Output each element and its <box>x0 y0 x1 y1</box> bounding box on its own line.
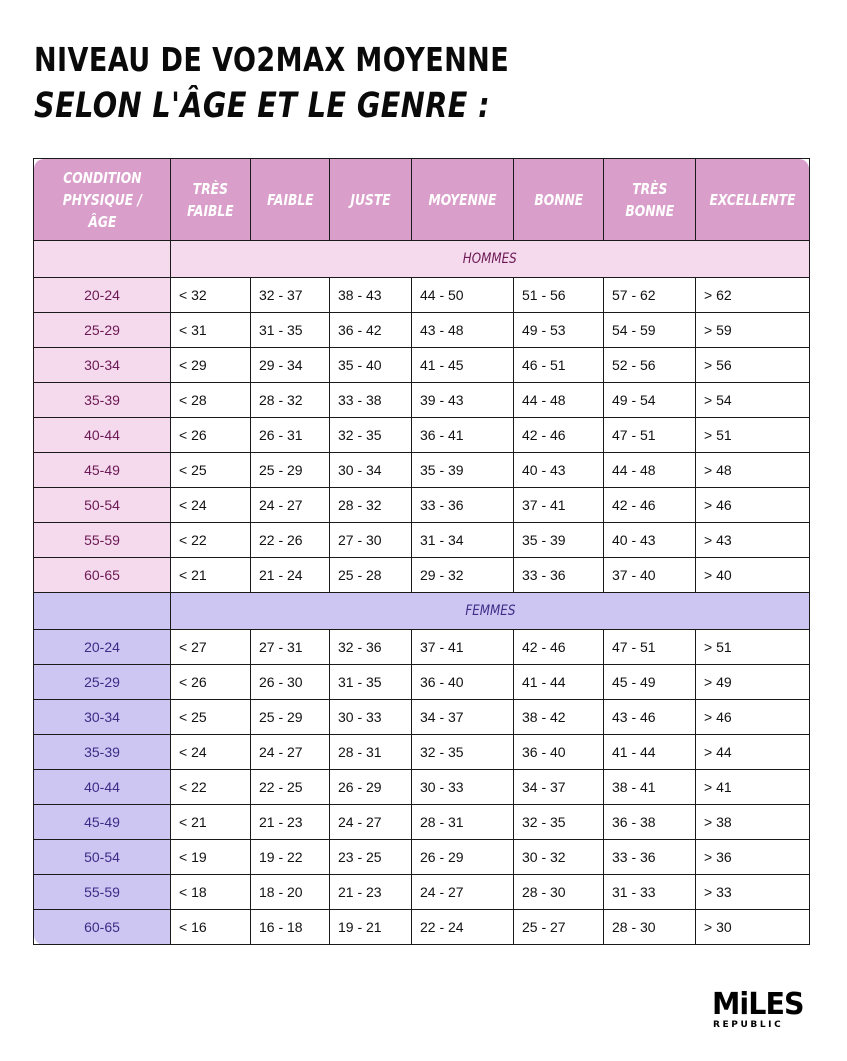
value-cell: 32 - 35 <box>412 735 514 770</box>
value-cell: 19 - 21 <box>330 910 412 945</box>
value-cell: 19 - 22 <box>251 840 330 875</box>
value-cell: 32 - 37 <box>251 278 330 313</box>
value-cell: > 56 <box>696 348 810 383</box>
value-cell: 33 - 36 <box>514 558 604 593</box>
value-cell: 31 - 34 <box>412 523 514 558</box>
value-cell: > 30 <box>696 910 810 945</box>
table-row <box>34 313 810 348</box>
value-cell: 26 - 29 <box>330 770 412 805</box>
age-cell: 25-29 <box>34 665 171 700</box>
table-row <box>34 910 810 945</box>
header-moyenne: MOYENNE <box>412 159 514 241</box>
value-cell: > 40 <box>696 558 810 593</box>
value-cell: 43 - 46 <box>604 700 696 735</box>
value-cell: 38 - 41 <box>604 770 696 805</box>
value-cell: 29 - 34 <box>251 348 330 383</box>
table-row <box>34 700 810 735</box>
value-cell: 16 - 18 <box>251 910 330 945</box>
value-cell: 47 - 51 <box>604 630 696 665</box>
value-cell: > 62 <box>696 278 810 313</box>
value-cell: 44 - 50 <box>412 278 514 313</box>
value-cell: < 22 <box>171 770 251 805</box>
value-cell: < 24 <box>171 488 251 523</box>
value-cell: < 24 <box>171 735 251 770</box>
value-cell: 42 - 46 <box>514 418 604 453</box>
value-cell: > 54 <box>696 383 810 418</box>
value-cell: > 51 <box>696 630 810 665</box>
table-row <box>34 558 810 593</box>
value-cell: 31 - 33 <box>604 875 696 910</box>
value-cell: > 38 <box>696 805 810 840</box>
value-cell: 34 - 37 <box>412 700 514 735</box>
age-cell: 60-65 <box>34 558 171 593</box>
value-cell: 23 - 25 <box>330 840 412 875</box>
age-cell: 55-59 <box>34 875 171 910</box>
value-cell: 33 - 36 <box>604 840 696 875</box>
table-row <box>34 735 810 770</box>
value-cell: 44 - 48 <box>514 383 604 418</box>
value-cell: 46 - 51 <box>514 348 604 383</box>
header-tres-bonne: TRÈS BONNE <box>604 159 696 241</box>
value-cell: 21 - 23 <box>330 875 412 910</box>
value-cell: > 44 <box>696 735 810 770</box>
value-cell: < 21 <box>171 805 251 840</box>
age-cell: 55-59 <box>34 523 171 558</box>
value-cell: < 31 <box>171 313 251 348</box>
value-cell: 52 - 56 <box>604 348 696 383</box>
value-cell: > 33 <box>696 875 810 910</box>
header-bonne: BONNE <box>514 159 604 241</box>
table-row <box>34 278 810 313</box>
value-cell: 40 - 43 <box>604 523 696 558</box>
value-cell: 27 - 30 <box>330 523 412 558</box>
table-row <box>34 875 810 910</box>
value-cell: 18 - 20 <box>251 875 330 910</box>
value-cell: 30 - 33 <box>412 770 514 805</box>
value-cell: 21 - 23 <box>251 805 330 840</box>
value-cell: > 51 <box>696 418 810 453</box>
value-cell: < 32 <box>171 278 251 313</box>
age-cell: 45-49 <box>34 453 171 488</box>
value-cell: 39 - 43 <box>412 383 514 418</box>
table-row <box>34 383 810 418</box>
value-cell: 54 - 59 <box>604 313 696 348</box>
value-cell: 25 - 28 <box>330 558 412 593</box>
value-cell: 34 - 37 <box>514 770 604 805</box>
value-cell: 24 - 27 <box>412 875 514 910</box>
value-cell: 24 - 27 <box>330 805 412 840</box>
section-header-blank <box>34 593 171 630</box>
value-cell: < 27 <box>171 630 251 665</box>
age-cell: 45-49 <box>34 805 171 840</box>
value-cell: 21 - 24 <box>251 558 330 593</box>
value-cell: 43 - 48 <box>412 313 514 348</box>
value-cell: 38 - 43 <box>330 278 412 313</box>
value-cell: < 25 <box>171 453 251 488</box>
value-cell: > 43 <box>696 523 810 558</box>
value-cell: 22 - 25 <box>251 770 330 805</box>
value-cell: 47 - 51 <box>604 418 696 453</box>
table-row <box>34 770 810 805</box>
value-cell: < 28 <box>171 383 251 418</box>
value-cell: 45 - 49 <box>604 665 696 700</box>
value-cell: 36 - 41 <box>412 418 514 453</box>
value-cell: 37 - 40 <box>604 558 696 593</box>
value-cell: 32 - 36 <box>330 630 412 665</box>
section-header-row <box>34 593 810 630</box>
section-header-blank <box>34 241 171 278</box>
value-cell: 28 - 30 <box>604 910 696 945</box>
age-cell: 60-65 <box>34 910 171 945</box>
value-cell: 26 - 29 <box>412 840 514 875</box>
value-cell: 28 - 32 <box>330 488 412 523</box>
value-cell: < 26 <box>171 665 251 700</box>
value-cell: < 21 <box>171 558 251 593</box>
age-cell: 30-34 <box>34 348 171 383</box>
header-tres-faible: TRÈS FAIBLE <box>171 159 251 241</box>
section-label: HOMMES <box>171 241 810 278</box>
value-cell: > 59 <box>696 313 810 348</box>
table-row <box>34 805 810 840</box>
value-cell: 37 - 41 <box>514 488 604 523</box>
value-cell: 42 - 46 <box>514 630 604 665</box>
value-cell: < 18 <box>171 875 251 910</box>
miles-republic-logo: MiLES REPUBLIC <box>712 987 804 1030</box>
value-cell: 25 - 29 <box>251 453 330 488</box>
table-row <box>34 840 810 875</box>
vo2max-table <box>33 158 810 945</box>
value-cell: 32 - 35 <box>330 418 412 453</box>
value-cell: 30 - 34 <box>330 453 412 488</box>
value-cell: 38 - 42 <box>514 700 604 735</box>
age-cell: 50-54 <box>34 488 171 523</box>
age-cell: 30-34 <box>34 700 171 735</box>
age-cell: 35-39 <box>34 735 171 770</box>
value-cell: 26 - 31 <box>251 418 330 453</box>
value-cell: 49 - 54 <box>604 383 696 418</box>
value-cell: 31 - 35 <box>330 665 412 700</box>
age-cell: 40-44 <box>34 418 171 453</box>
value-cell: < 16 <box>171 910 251 945</box>
value-cell: 35 - 39 <box>514 523 604 558</box>
value-cell: 40 - 43 <box>514 453 604 488</box>
header-excellente: EXCELLENTE <box>696 159 810 241</box>
value-cell: 28 - 31 <box>412 805 514 840</box>
header-juste: JUSTE <box>330 159 412 241</box>
header-age: CONDITION PHYSIQUE / ÂGE <box>34 159 171 241</box>
value-cell: 25 - 27 <box>514 910 604 945</box>
women-section <box>34 593 810 945</box>
value-cell: > 48 <box>696 453 810 488</box>
value-cell: 57 - 62 <box>604 278 696 313</box>
age-cell: 35-39 <box>34 383 171 418</box>
value-cell: > 41 <box>696 770 810 805</box>
value-cell: 33 - 38 <box>330 383 412 418</box>
value-cell: 49 - 53 <box>514 313 604 348</box>
value-cell: 25 - 29 <box>251 700 330 735</box>
age-cell: 50-54 <box>34 840 171 875</box>
value-cell: 35 - 40 <box>330 348 412 383</box>
value-cell: 30 - 32 <box>514 840 604 875</box>
value-cell: 24 - 27 <box>251 735 330 770</box>
table-row <box>34 488 810 523</box>
value-cell: 36 - 42 <box>330 313 412 348</box>
value-cell: < 26 <box>171 418 251 453</box>
value-cell: 36 - 40 <box>412 665 514 700</box>
value-cell: 31 - 35 <box>251 313 330 348</box>
value-cell: 33 - 36 <box>412 488 514 523</box>
value-cell: 41 - 45 <box>412 348 514 383</box>
value-cell: 28 - 30 <box>514 875 604 910</box>
age-cell: 20-24 <box>34 278 171 313</box>
men-section <box>34 241 810 593</box>
value-cell: > 49 <box>696 665 810 700</box>
value-cell: 41 - 44 <box>514 665 604 700</box>
value-cell: 42 - 46 <box>604 488 696 523</box>
value-cell: 35 - 39 <box>412 453 514 488</box>
value-cell: 28 - 31 <box>330 735 412 770</box>
value-cell: 26 - 30 <box>251 665 330 700</box>
page-title: NIVEAU DE VO2MAX MOYENNE <box>34 40 510 79</box>
value-cell: 44 - 48 <box>604 453 696 488</box>
table-row <box>34 665 810 700</box>
value-cell: > 46 <box>696 488 810 523</box>
header-faible: FAIBLE <box>251 159 330 241</box>
table-row <box>34 418 810 453</box>
value-cell: 41 - 44 <box>604 735 696 770</box>
value-cell: 27 - 31 <box>251 630 330 665</box>
value-cell: < 29 <box>171 348 251 383</box>
value-cell: 51 - 56 <box>514 278 604 313</box>
value-cell: 28 - 32 <box>251 383 330 418</box>
value-cell: 30 - 33 <box>330 700 412 735</box>
age-cell: 40-44 <box>34 770 171 805</box>
section-label: FEMMES <box>171 593 810 630</box>
value-cell: 37 - 41 <box>412 630 514 665</box>
table-row <box>34 453 810 488</box>
value-cell: > 36 <box>696 840 810 875</box>
table-row <box>34 523 810 558</box>
value-cell: < 19 <box>171 840 251 875</box>
value-cell: 36 - 38 <box>604 805 696 840</box>
value-cell: > 46 <box>696 700 810 735</box>
value-cell: < 25 <box>171 700 251 735</box>
age-cell: 20-24 <box>34 630 171 665</box>
page-subtitle: SELON L'ÂGE ET LE GENRE : <box>34 86 491 126</box>
header-row <box>34 159 810 241</box>
value-cell: 22 - 26 <box>251 523 330 558</box>
value-cell: 36 - 40 <box>514 735 604 770</box>
value-cell: 32 - 35 <box>514 805 604 840</box>
value-cell: 24 - 27 <box>251 488 330 523</box>
value-cell: 22 - 24 <box>412 910 514 945</box>
section-header-row <box>34 241 810 278</box>
table-row <box>34 348 810 383</box>
table-row <box>34 630 810 665</box>
value-cell: 29 - 32 <box>412 558 514 593</box>
value-cell: < 22 <box>171 523 251 558</box>
age-cell: 25-29 <box>34 313 171 348</box>
